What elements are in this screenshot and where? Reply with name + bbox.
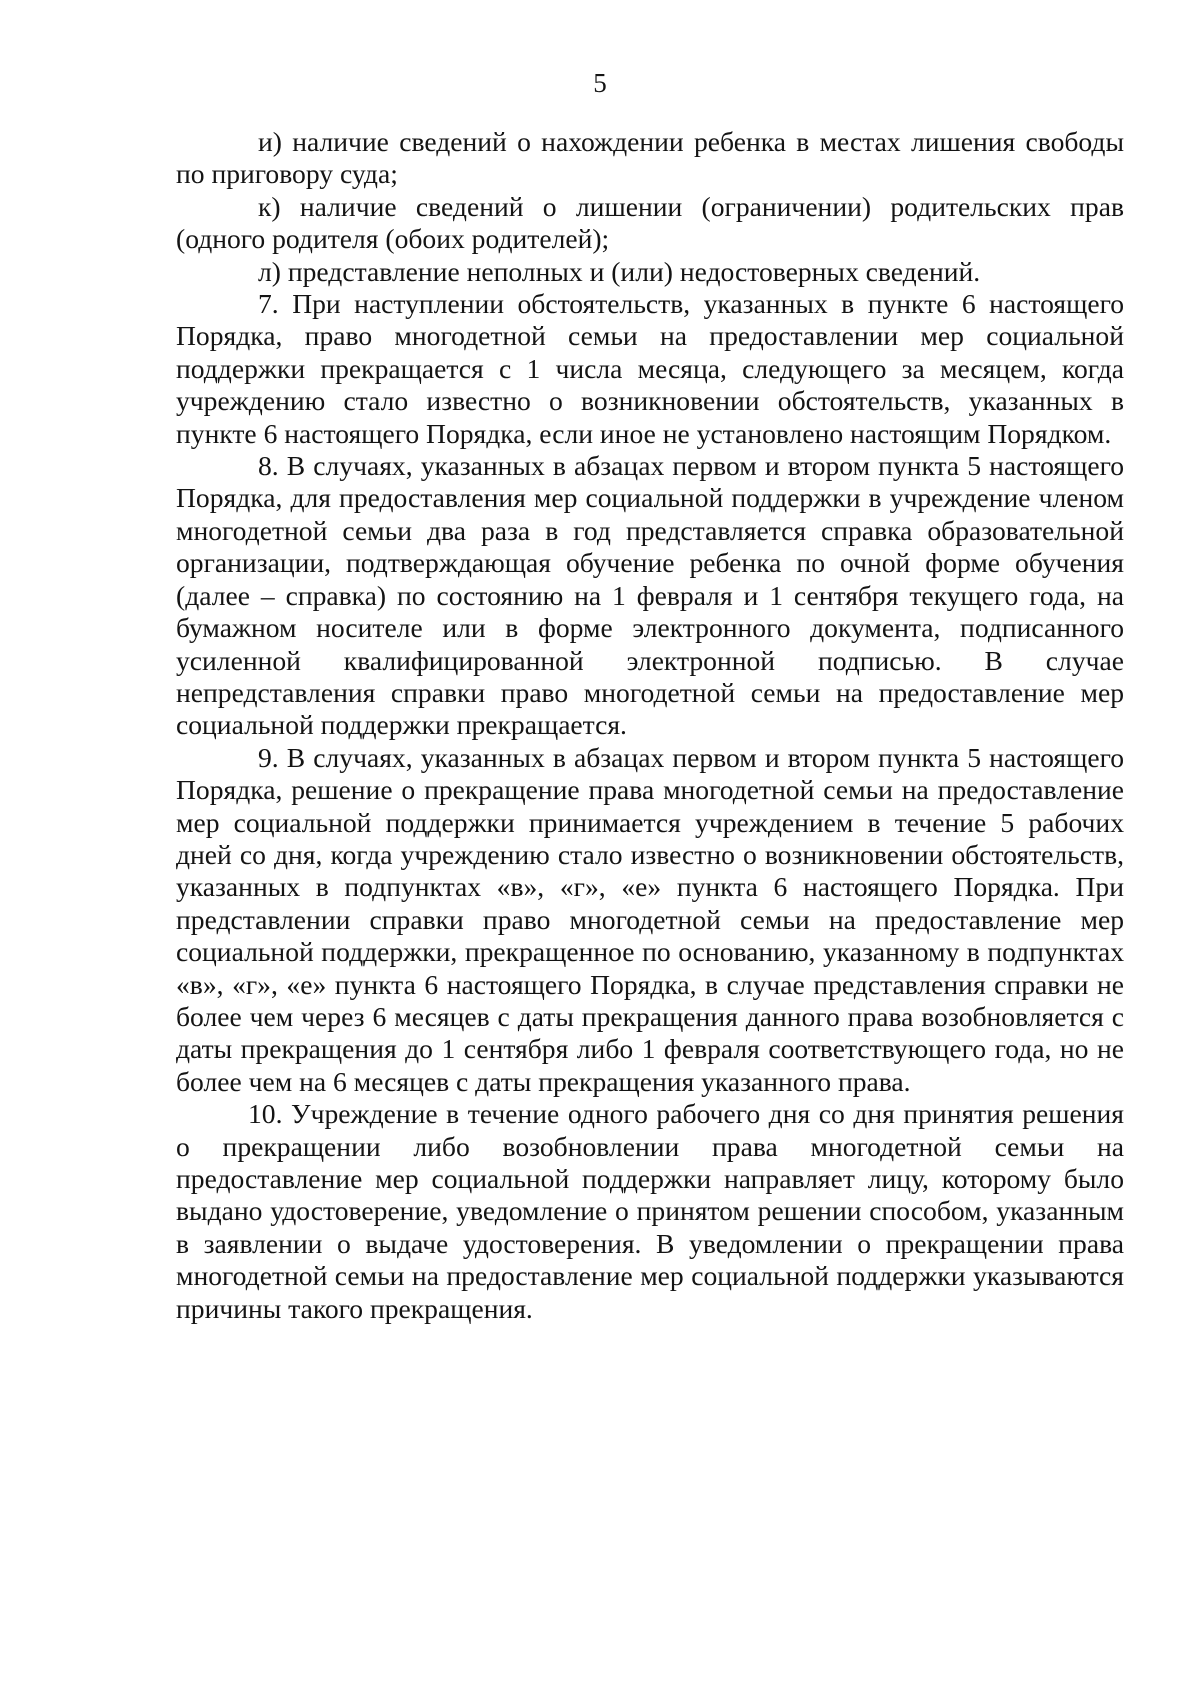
paragraph-clause-9: 9. В случаях, указанных в абзацах первом и втором пункта 5 настоящего Порядка, решение о прекращение права многодетной семьи на предоставление мер социальной поддержки принимается учреждением в течение 5 рабочих дней со дня, когда учреждению стало известно о возникновении обстоятельств, указанных в подпунктах «в», «г», «е» пункта 6 настоящего Порядка. При представлении справки право многодетной семьи на предоставление мер социальной поддержки, прекращенное по основанию, указанному в подпунктах «в», «г», «е» пункта 6 настоящего Порядка, в случае представления справки не более чем через 6 месяцев с даты прекращения данного права возобновляется с даты прекращения до 1 сентября либо 1 февраля соответствующего года, но не более чем на 6 месяцев с даты прекращения указанного права.	[176, 741, 1124, 1097]
paragraph-clause-7: 7. При наступлении обстоятельств, указанных в пункте 6 настоящего Порядка, право многодетной семьи на предоставлении мер социальной поддержки прекращается с 1 числа месяца, следующего за месяцем, когда учреждению стало известно о возникновении обстоятельств, указанных в пункте 6 настоящего Порядка, если иное не установлено настоящим Порядком.	[176, 288, 1124, 449]
document-body	[176, 126, 1124, 1325]
paragraph-item-k: к) наличие сведений о лишении (ограничении) родительских прав (одного родителя (обоих родителей);	[176, 190, 1124, 255]
paragraph-item-l: л) представление неполных и (или) недостоверных сведений.	[258, 255, 981, 287]
paragraph-item-i: и) наличие сведений о нахождении ребенка в местах лишения свободы по приговору суда;	[176, 126, 1124, 190]
page-number: 5	[593, 68, 607, 98]
paragraph-clause-8: 8. В случаях, указанных в абзацах первом и втором пункта 5 настоящего Порядка, для предоставления мер социальной поддержки в учреждение членом многодетной семьи два раза в год представляется справка образовательной организации, подтверждающая обучение ребенка по очной форме обучения (далее – справка) по состоянию на 1 февраля и 1 сентября текущего года, на бумажном носителе или в форме электронного документа, подписанного усиленной квалифицированной электронной подписью. В случае непредставления справки право многодетной семьи на предоставление мер социальной поддержки прекращается.	[176, 450, 1124, 741]
paragraph-clause-10: 10. Учреждение в течение одного рабочего дня со дня принятия решения о прекращении либо возобновлении права многодетной семьи на предоставление мер социальной поддержки направляет лицу, которому было выдано удостоверение, уведомление о принятом решении способом, указанным в заявлении о выдаче удостоверения. В уведомлении о прекращении права многодетной семьи на предоставление мер социальной поддержки указываются причины такого прекращения.	[176, 1098, 1124, 1324]
